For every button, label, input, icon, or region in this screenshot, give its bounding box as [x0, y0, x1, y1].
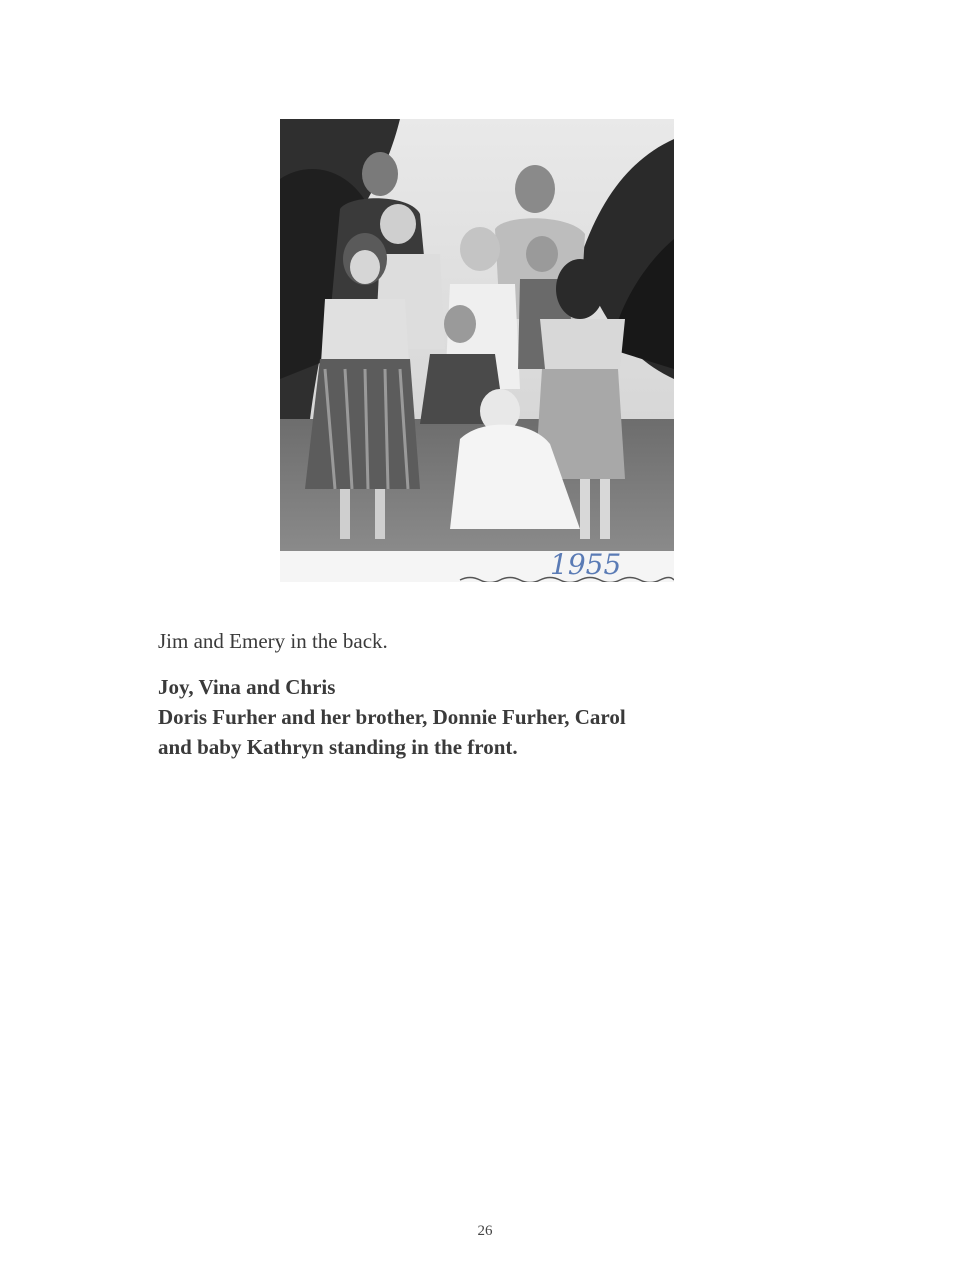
caption-middle-row: Joy, Vina and Chris: [158, 675, 336, 699]
caption-back-row: Jim and Emery in the back.: [158, 629, 388, 653]
handwritten-year: 1955: [550, 548, 622, 581]
page-number: 26: [477, 1223, 493, 1239]
caption-front-row-line-1: Doris Furher and her brother, Donnie Furher, Carol: [158, 705, 626, 729]
caption-front-row-line-2: and baby Kathryn standing in the front.: [158, 735, 518, 759]
family-photograph: [280, 119, 674, 582]
